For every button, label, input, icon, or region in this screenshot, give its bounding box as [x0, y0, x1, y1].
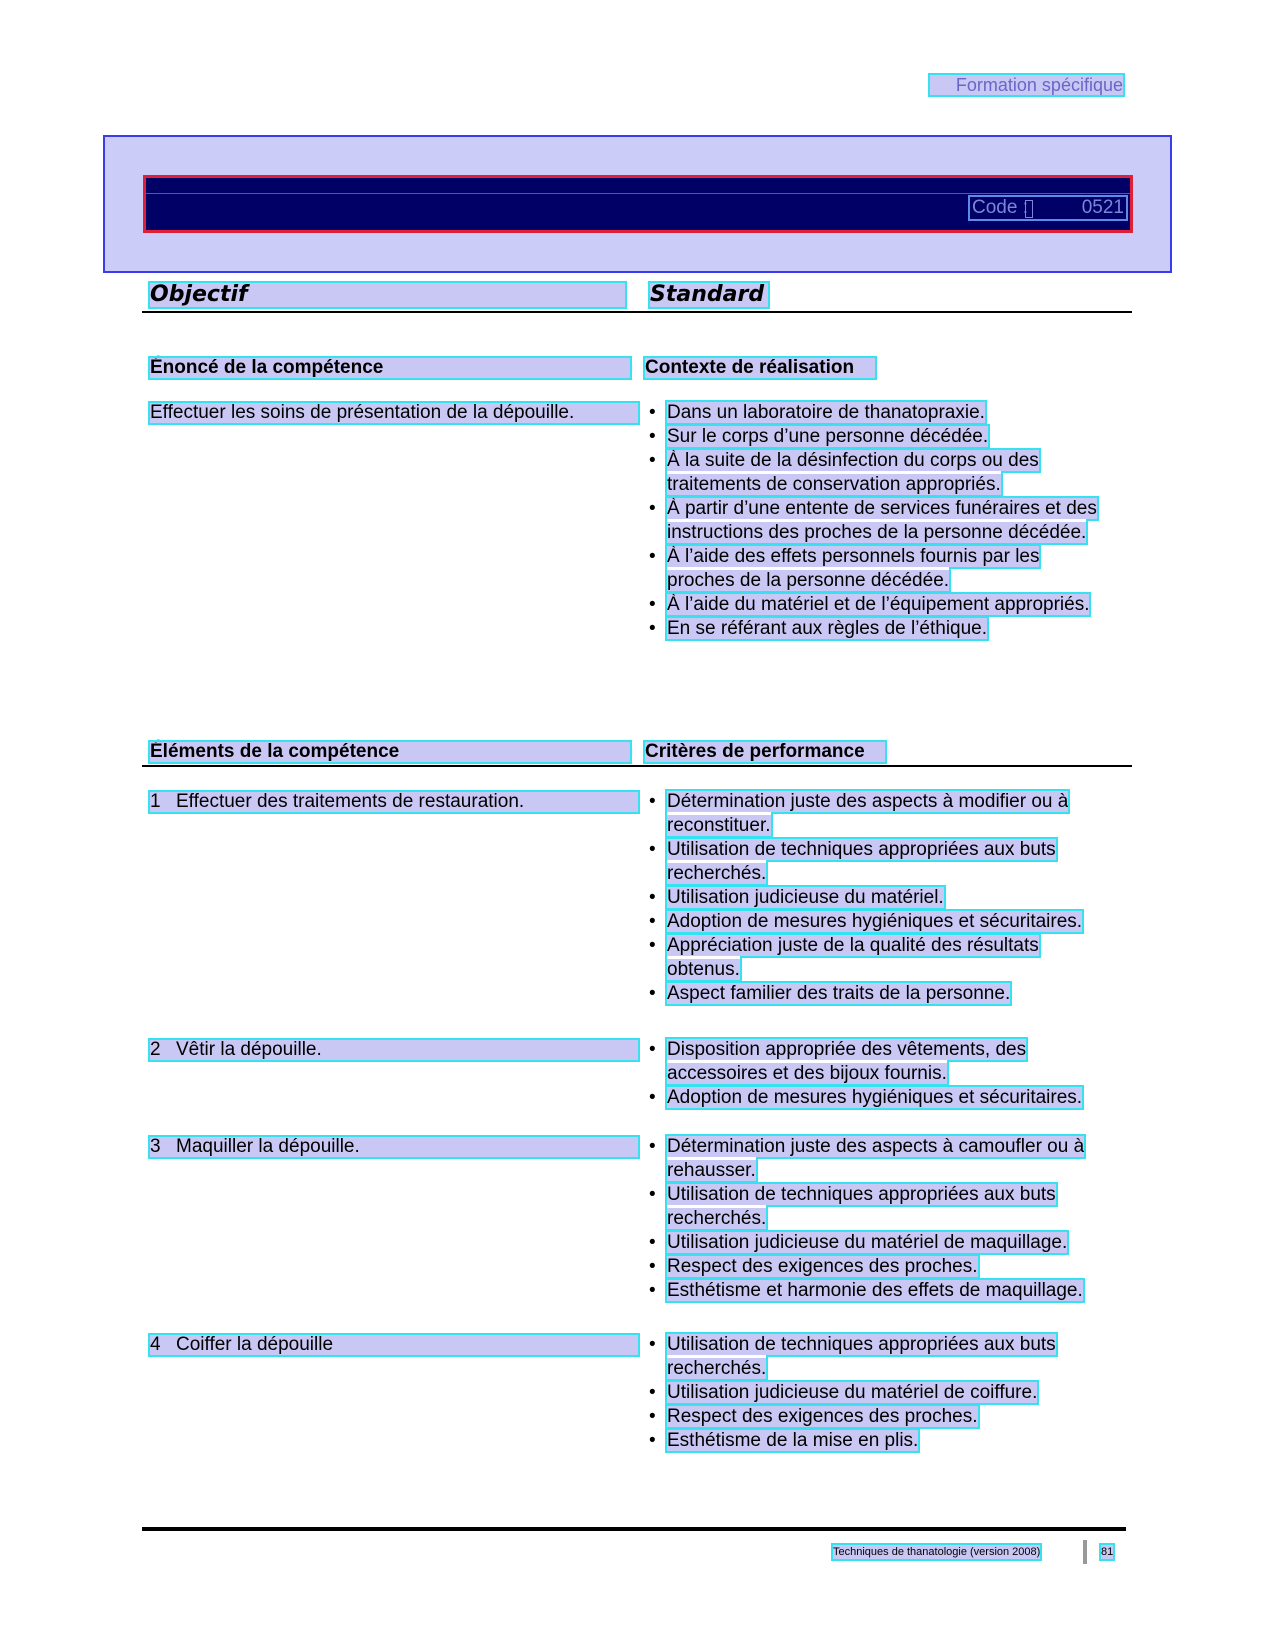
criteria-list: [645, 790, 1103, 1006]
bullet-icon: •: [649, 450, 656, 471]
context-heading: Contexte de réalisation: [645, 358, 875, 378]
element-row: [150, 1335, 638, 1355]
bullet-icon: •: [649, 1280, 656, 1301]
header-rule: [142, 311, 1132, 313]
criteria-item: [645, 1231, 1103, 1255]
bullet-icon: •: [649, 618, 656, 639]
criteria-item-text: Appréciation juste de la qualité des résultats obtenus.: [667, 935, 1039, 980]
context-item-text: À l’aide du matériel et de l’équipement appropriés.: [667, 594, 1090, 615]
criteria-item: [645, 1405, 1103, 1429]
context-item: [645, 617, 1100, 641]
element-label: Vêtir la dépouille.: [176, 1039, 322, 1060]
bullet-icon: •: [649, 1430, 656, 1451]
element-row: [150, 1137, 638, 1157]
bullet-icon: •: [649, 791, 656, 812]
element-row: [150, 1040, 638, 1060]
criteria-item-text: Esthétisme de la mise en plis.: [667, 1430, 919, 1451]
criteria-item-text: Détermination juste des aspects à camoufler ou à rehausser.: [667, 1136, 1085, 1181]
criteria-item: [645, 1429, 1103, 1453]
criteria-item-text: Esthétisme et harmonie des effets de maquillage.: [667, 1280, 1083, 1301]
bullet-icon: •: [649, 498, 656, 519]
element-number: 2: [150, 1039, 161, 1060]
bullet-icon: •: [649, 935, 656, 956]
competency-banner: [103, 135, 1172, 273]
bullet-icon: •: [649, 1406, 656, 1427]
criteria-item-text: Utilisation de techniques appropriées aux buts recherchés.: [667, 1184, 1056, 1229]
competence-statement: Effectuer les soins de présentation de la dépouille.: [150, 403, 638, 423]
bullet-icon: •: [649, 1087, 656, 1108]
element-row: [150, 792, 638, 812]
criteria-heading: Critères de performance: [645, 742, 885, 762]
criteria-list: [645, 1038, 1103, 1110]
criteria-item: [645, 790, 1103, 838]
context-item: [645, 449, 1100, 497]
criteria-item: [645, 1255, 1103, 1279]
criteria-item: [645, 1279, 1103, 1303]
criteria-item: [645, 1038, 1103, 1086]
competency-title-bar: [143, 175, 1133, 233]
element-number: 4: [150, 1334, 161, 1355]
criteria-item: [645, 1086, 1103, 1110]
context-item: [645, 497, 1100, 545]
criteria-item: [645, 982, 1103, 1006]
criteria-item-text: Aspect familier des traits de la personne.: [667, 983, 1011, 1004]
elements-heading: Éléments de la compétence: [150, 742, 630, 762]
criteria-item: [645, 1135, 1103, 1183]
context-list: [645, 401, 1100, 641]
criteria-item: [645, 910, 1103, 934]
context-item-text: À la suite de la désinfection du corps ou des traitements de conservation appropriés.: [667, 450, 1039, 495]
bullet-icon: •: [649, 546, 656, 567]
code-value: 0521: [1081, 197, 1124, 218]
criteria-item-text: Utilisation de techniques appropriées aux buts recherchés.: [667, 839, 1056, 884]
banner-divider: [146, 193, 1130, 194]
bullet-icon: •: [649, 887, 656, 908]
context-item-text: À l’aide des effets personnels fournis par les proches de la personne décédée.: [667, 546, 1040, 591]
bullet-icon: •: [649, 983, 656, 1004]
criteria-item-text: Respect des exigences des proches.: [667, 1256, 978, 1277]
footer-title: Techniques de thanatologie (version 2008): [833, 1546, 1041, 1558]
criteria-item-text: Respect des exigences des proches.: [667, 1406, 978, 1427]
criteria-item-text: Disposition appropriée des vêtements, des accessoires et des bijoux fournis.: [667, 1039, 1027, 1084]
context-item: [645, 545, 1100, 593]
context-item: [645, 425, 1100, 449]
bullet-icon: •: [649, 839, 656, 860]
criteria-item: [645, 1381, 1103, 1405]
criteria-item: [645, 1183, 1103, 1231]
criteria-list: [645, 1333, 1103, 1453]
criteria-item: [645, 886, 1103, 910]
bullet-icon: •: [649, 402, 656, 423]
criteria-item: [645, 838, 1103, 886]
context-item-text: Dans un laboratoire de thanatopraxie.: [667, 402, 985, 423]
bullet-icon: •: [649, 1256, 656, 1277]
criteria-item-text: Utilisation judicieuse du matériel.: [667, 887, 944, 908]
bullet-icon: •: [649, 1039, 656, 1060]
criteria-item-text: Adoption de mesures hygiéniques et sécuritaires.: [667, 911, 1083, 932]
code-field: [970, 197, 1126, 219]
element-number: 3: [150, 1136, 161, 1157]
footer-separator: [1083, 1540, 1087, 1564]
element-label: Coiffer la dépouille: [176, 1334, 334, 1355]
element-label: Maquiller la dépouille.: [176, 1136, 360, 1157]
bullet-icon: •: [649, 594, 656, 615]
competence-heading: Énoncé de la compétence: [150, 358, 630, 378]
code-separator: [1025, 200, 1033, 218]
criteria-item-text: Utilisation judicieuse du matériel de maquillage.: [667, 1232, 1068, 1253]
elements-rule: [142, 765, 1132, 767]
footer-rule: [142, 1527, 1126, 1531]
bullet-icon: •: [649, 1382, 656, 1403]
criteria-item: [645, 1333, 1103, 1381]
bullet-icon: •: [649, 1184, 656, 1205]
criteria-item-text: Détermination juste des aspects à modifier ou à reconstituer.: [667, 791, 1069, 836]
page-number: 81: [1101, 1546, 1114, 1558]
standard-heading: Standard: [650, 283, 768, 307]
bullet-icon: •: [649, 1232, 656, 1253]
objective-heading: Objectif: [150, 283, 625, 307]
criteria-list: [645, 1135, 1103, 1303]
code-label: Code :: [972, 197, 1028, 218]
element-label: Effectuer des traitements de restauration.: [176, 791, 525, 812]
criteria-item: [645, 934, 1103, 982]
context-item: [645, 401, 1100, 425]
bullet-icon: •: [649, 911, 656, 932]
bullet-icon: •: [649, 1136, 656, 1157]
context-item-text: En se référant aux règles de l’éthique.: [667, 618, 988, 639]
criteria-item-text: Adoption de mesures hygiéniques et sécuritaires.: [667, 1087, 1083, 1108]
context-item-text: À partir d’une entente de services funéraires et des instructions des proches de la personne décédée.: [667, 498, 1097, 543]
criteria-item-text: Utilisation judicieuse du matériel de coiffure.: [667, 1382, 1038, 1403]
element-number: 1: [150, 791, 161, 812]
context-item-text: Sur le corps d’une personne décédée.: [667, 426, 989, 447]
context-item: [645, 593, 1100, 617]
criteria-item-text: Utilisation de techniques appropriées aux buts recherchés.: [667, 1334, 1056, 1379]
bullet-icon: •: [649, 1334, 656, 1355]
bullet-icon: •: [649, 426, 656, 447]
section-label: Formation spécifique: [930, 75, 1123, 95]
